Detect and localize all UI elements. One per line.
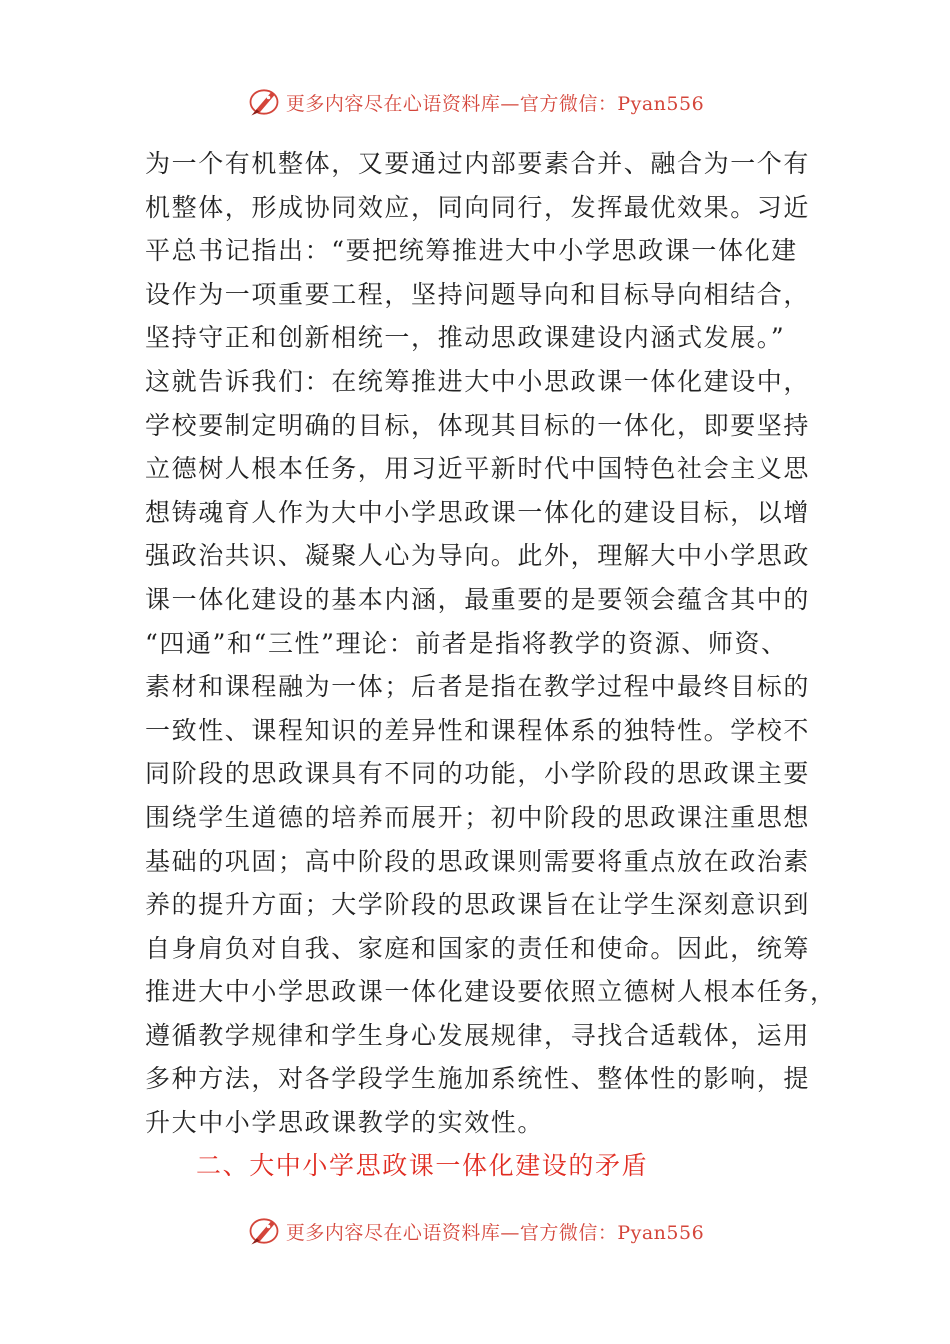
watermark-text: 更多内容尽在心语资料库—官方微信：Pyan556 <box>285 92 705 115</box>
paragraph-line: 同阶段的思政课具有不同的功能，小学阶段的思政课主要 <box>145 759 811 789</box>
paragraph-line: 为一个有机整体，又要通过内部要素合并、融合为一个有 <box>145 149 811 178</box>
footer-watermark-banner <box>0 1211 950 1251</box>
paragraph-line: 强政治共识、凝聚人心为导向。此外，理解大中小学思政 <box>145 541 811 571</box>
paragraph-line: 自身肩负对自我、家庭和国家的责任和使命。因此，统筹 <box>145 933 811 963</box>
paragraph-line: 养的提升方面；大学阶段的思政课旨在让学生深刻意识到 <box>145 890 811 920</box>
section-heading: 二、大中小学思政课一体化建设的矛盾 <box>196 1151 649 1180</box>
paragraph-line: 机整体，形成协同效应，同向同行，发挥最优效果。习近 <box>145 192 811 222</box>
paragraph-line: 坚持守正和创新相统一，推动思政课建设内涵式发展。” <box>145 323 786 353</box>
header-watermark-banner <box>0 82 950 122</box>
paragraph-line: 课一体化建设的基本内涵，最重要的是要领会蕴含其中的 <box>145 584 811 614</box>
paragraph-line: 想铸魂育人作为大中小学思政课一体化的建设目标，以增 <box>145 497 811 527</box>
watermark-text: 更多内容尽在心语资料库—官方微信：Pyan556 <box>285 1221 705 1244</box>
paragraph-line: “四通”和“三性”理论：前者是指将教学的资源、师资、 <box>145 628 788 658</box>
paragraph-line: 一致性、课程知识的差异性和课程体系的独特性。学校不 <box>145 715 811 745</box>
pen-nib-logo-icon <box>246 1213 282 1249</box>
paragraph-line: 基础的巩固；高中阶段的思政课则需要将重点放在政治素 <box>145 846 811 876</box>
pen-nib-logo-icon <box>246 84 282 120</box>
paragraph-line: 学校要制定明确的目标，体现其目标的一体化，即要坚持 <box>145 410 811 440</box>
body-paragraph <box>145 142 837 1145</box>
paragraph-line: 素材和课程融为一体；后者是指在教学过程中最终目标的 <box>145 672 811 702</box>
paragraph-line: 遵循教学规律和学生身心发展规律，寻找合适载体，运用 <box>145 1020 811 1050</box>
paragraph-line: 这就告诉我们：在统筹推进大中小思政课一体化建设中， <box>145 366 811 396</box>
paragraph-line: 升大中小学思政课教学的实效性。 <box>145 1108 545 1138</box>
paragraph-line: 多种方法，对各学段学生施加系统性、整体性的影响，提 <box>145 1064 811 1094</box>
paragraph-line: 设作为一项重要工程，坚持问题导向和目标导向相结合， <box>145 279 811 309</box>
paragraph-line: 平总书记指出：“要把统筹推进大中小学思政课一体化建 <box>145 236 798 266</box>
paragraph-line: 围绕学生道德的培养而展开；初中阶段的思政课注重思想 <box>145 802 811 832</box>
paragraph-line: 推进大中小学思政课一体化建设要依照立德树人根本任务， <box>145 977 837 1007</box>
paragraph-line: 立德树人根本任务，用习近平新时代中国特色社会主义思 <box>145 454 811 484</box>
